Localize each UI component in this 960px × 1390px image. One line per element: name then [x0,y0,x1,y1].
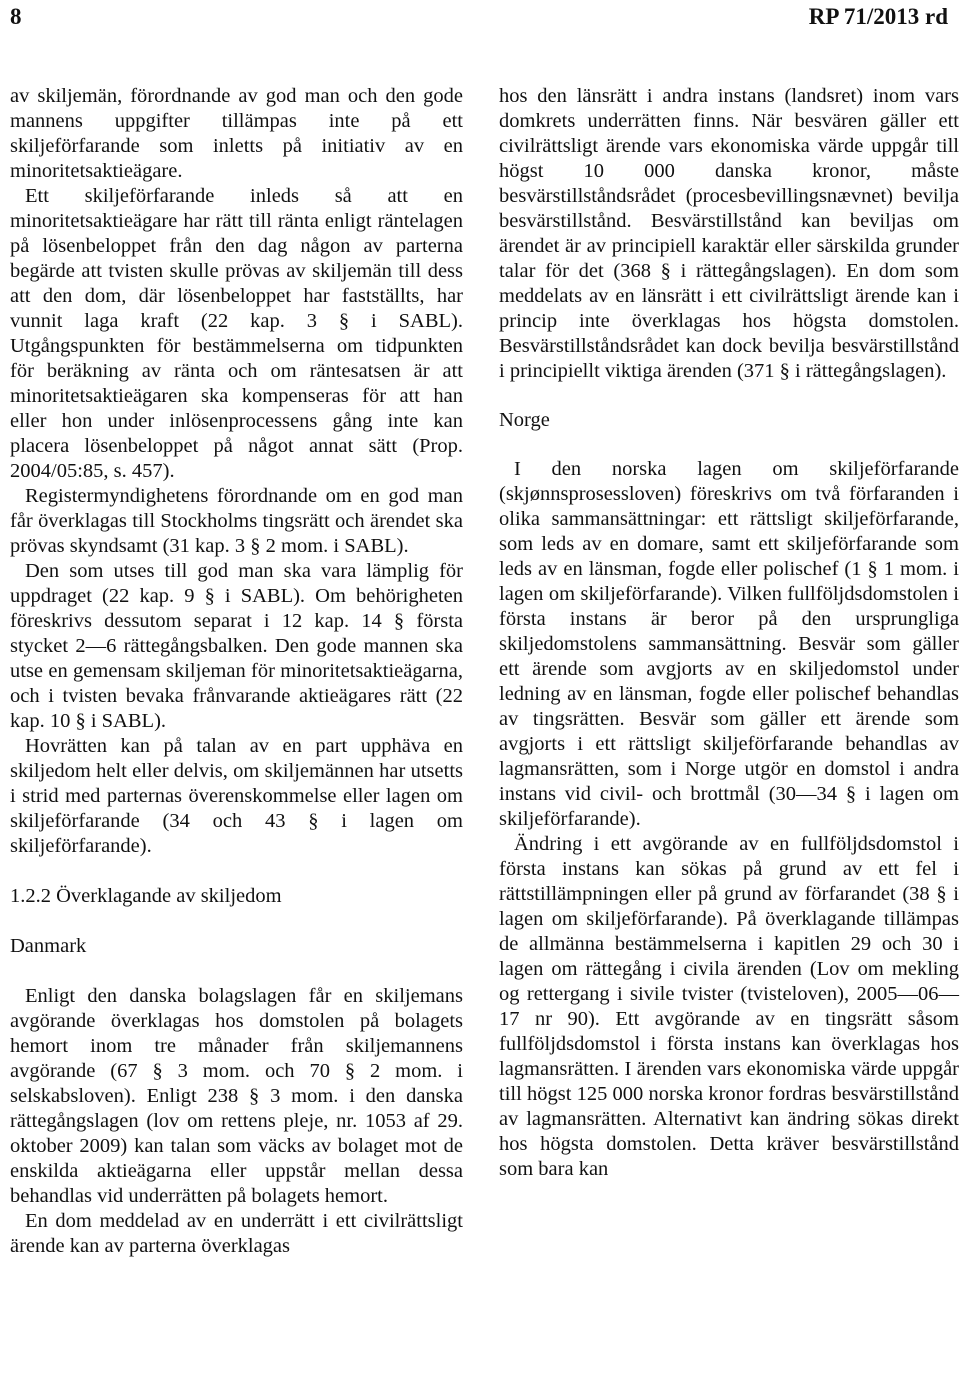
right-column [499,84,959,1182]
left-paragraph-6: Enligt den danska bolagslagen får en skiljemans avgörande överklagas hos domstolen på bolagets hemort inom tre månader från skiljemannens avgörande (67 § 3 mom. och 70 § 2 mom. i selskabsloven). Enligt 238 § 3 mom. i den danska rättegångslagen (lov om rettens pleje, nr. 1053 af 29. oktober 2009) kan talan som väcks av bolaget mot de enskilda aktieägarna eller uppstår mellan dessa behandlas vid underrätten på bolagets hemort. [10,985,463,1207]
left-paragraph-2: Ett skiljeförfarande inleds så att en minoritetsaktieägare har rätt till ränta enligt räntelagen på lösenbeloppet från den dag någon av parterna begärde att tvisten skulle prövas av skiljemän till dess att den dom, där lösenbeloppet har fastställts, har vunnit laga kraft (22 kap. 3 § i SABL). Utgångspunkten för bestämmelserna om tidpunkten för beräkning av ränta och om räntesatsen är att minoritetsaktieägaren ska kompenseras för att han eller hon under inlösenprocessens gång inte kan placera lösenbeloppet på något annat sätt (Prop. 2004/05:85, s. 457). [10,185,463,482]
section-heading: 1.2.2 Överklagande av skiljedom [10,885,282,907]
running-title: RP 71/2013 rd [808,4,948,29]
left-paragraph-7: En dom meddelad av en underrätt i ett civilrättsligt ärende kan av parterna överklagas [10,1210,463,1257]
right-paragraph-2: I den norska lagen om skiljeförfarande (skjønnsprosessloven) föreskrivs om två förfaranden i olika sammansättningar: ett rättsligt skiljeförfarande, som leds av en domare, samt ett skiljeförfarande som leds av en länsman, fogde eller polischef (1 § 1 mom. i lagen om skiljeförfarande). Vilken fullföljdsdomstolen i första instans är beror på den ursprungliga skiljedomstolens sammansättning. Besvär som gäller ett ärende som avgjorts av en skiljedomstol under ledning av en länsman, fogde eller polischef behandlas av tingsrätten. Besvär som gäller ett ärende som avgjorts i ett rättsligt skiljeförfarande behandlas av lagmansrätten, som i Norge utgör en domstol i andra instans vid civil- och brottmål (30—34 § i lagen om skiljeförfarande). [499,458,959,830]
page-number: 8 [10,4,22,29]
left-paragraph-1: av skiljemän, förordnande av god man och den gode mannens uppgifter tillämpas inte på ett skiljeförfarande som inletts på initiativ av en minoritetsaktieägare. [10,85,463,182]
left-paragraph-5: Hovrätten kan på talan av en part upphäva en skiljedom helt eller delvis, om skiljemännen har utsetts i strid med parternas överenskommelse eller lagen om skiljeförfarande (34 och 43 § i lagen om skiljeförfarande). [10,735,463,857]
left-paragraph-4: Den som utses till god man ska vara lämplig för uppdraget (22 kap. 9 § i SABL). Om behörigheten föreskrivs dessutom separat i 12 kap. 14 § första stycket 2—6 rättegångsbalken. Den gode mannen ska utse en gemensam skiljeman för minoritetsaktieägarna, och i tvisten bevaka frånvarande aktieägares rätt (22 kap. 10 § i SABL). [10,560,463,732]
subheading-norge: Norge [499,409,550,431]
subheading-danmark: Danmark [10,935,87,957]
right-paragraph-1: hos den länsrätt i andra instans (landsret) inom vars domkrets underrätten finns. När besvären gäller ett civilrättsligt ärende vars ekonomiska värde uppgår till högst 10 000 danska kronor, måste besvärstillståndsrådet (procesbevillingsnævnet) bevilja besvärstillstånd. Besvärstillstånd kan beviljas om ärendet är av principiell karaktär eller särskilda grunder talar för det (368 § i rättegångslagen). En dom som meddelats av en länsrätt i ett civilrättsligt ärende kan i princip inte överklagas hos högsta domstolen. Besvärstillståndsrådet kan dock bevilja besvärstillstånd i principiellt viktiga ärenden (371 § i rättegångslagen). [499,85,959,382]
left-paragraph-3: Registermyndighetens förordnande om en god man får överklagas till Stockholms tingsrätt och ärendet ska prövas skyndsamt (31 kap. 3 § 2 mom. i SABL). [10,485,463,557]
left-column [10,84,463,1259]
page-header [10,4,948,32]
right-paragraph-3: Ändring i ett avgörande av en fullföljdsdomstol i första instans kan sökas på grund av ett fel i rättstillämpningen eller på grund av förfarandet (38 § i lagen om skiljeförfarande). På överklagande tillämpas de allmänna bestämmelserna i kapitlen 29 och 30 i lagen om rättegång i civila ärenden (Lov om mekling og rettergang i sivile tvister (tvisteloven), 2005—06—17 nr 90). Ett avgörande av en tingsrätt såsom fullföljdsdomstol i första instans kan överklagas hos lagmansrätten. I ärenden vars ekonomiska värde uppgår till högst 125 000 norska kronor fordras besvärstillstånd av lagmansrätten. Alternativt kan ändring sökas direkt hos högsta domstolen. Detta kräver besvärstillstånd som bara kan [499,833,959,1180]
